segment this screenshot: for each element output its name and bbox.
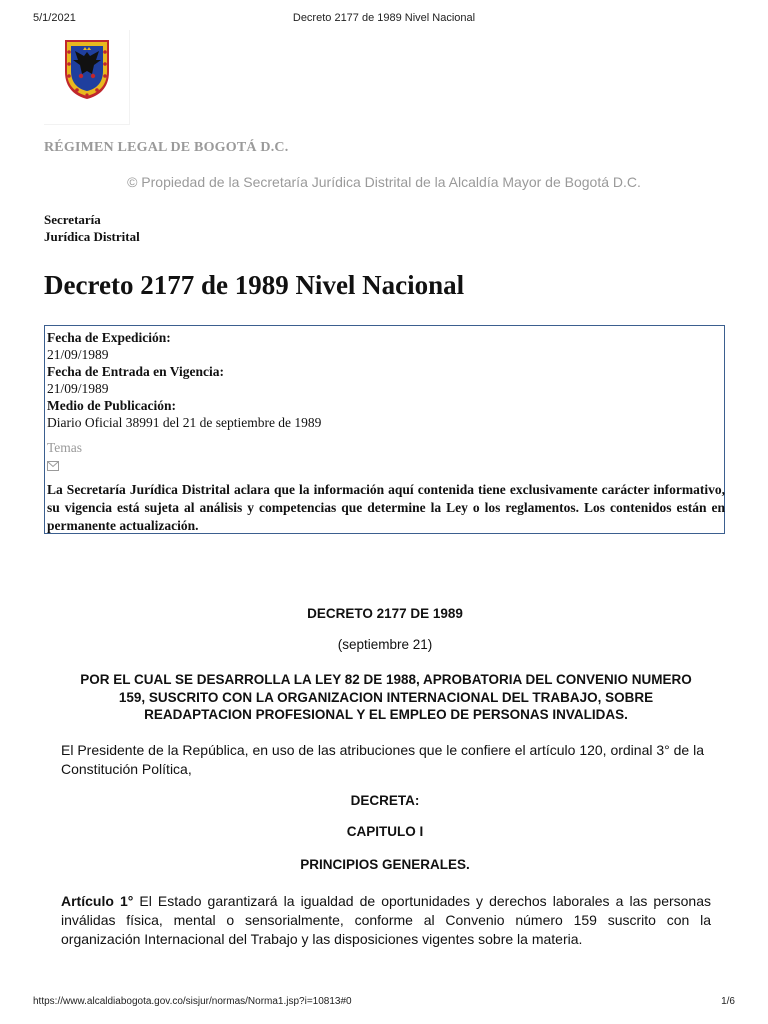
decree-date: (septiembre 21) (337, 637, 433, 652)
article-1-text: El Estado garantizará la igualdad de oportunidades y derechos laborales a las personas inválidas física, mental o sensorialmente, conforme al Convenio número 159 suscrito con la organización Internacional del Trabajo y las disposiciones vigentes sobre la materia. (61, 893, 712, 947)
fecha-expedicion-value: 21/09/1989 (47, 347, 109, 362)
decree-heading: DECRETO 2177 DE 1989 (307, 606, 463, 621)
print-url: https://www.alcaldiabogota.gov.co/sisjur/normas/Norma1.jsp?i=10813#0 (33, 996, 352, 1007)
preamble-paragraph: El Presidente de la República, en uso de las atribuciones que le confiere el artículo 120, ordinal 3° de la Constitución Política, (61, 742, 705, 777)
metadata-box (44, 325, 725, 534)
capitulo-heading: CAPITULO I (346, 824, 424, 839)
article-1-label: Artículo 1° (61, 893, 134, 909)
coat-of-arms-logo[interactable] (44, 30, 130, 125)
print-date: 5/1/2021 (33, 12, 76, 24)
print-title: Decreto 2177 de 1989 Nivel Nacional (292, 12, 476, 24)
decree-subject: POR EL CUAL SE DESARROLLA LA LEY 82 DE 1988, APROBATORIA DEL CONVENIO NUMERO 159, SUSCRITO CON LA ORGANIZACION INTERNACIONAL DEL TRABAJO, SOBRE READAPTACION PROFESIONAL Y EL EMPLEO DE PERSONAS INVALIDAS. (80, 672, 692, 722)
principios-heading: PRINCIPIOS GENERALES. (300, 857, 470, 872)
medio-publicacion-value: Diario Oficial 38991 del 21 de septiembre de 1989 (47, 415, 322, 430)
disclaimer-text: La Secretaría Jurídica Distrital aclara que la información aquí contenida tiene exclusivamente carácter informativo, su vigencia está sujeta al análisis y competencias que determine la Ley o los reglamentos. Los contenidos están en permanente actualización. (47, 482, 725, 533)
secretaria-line1: Secretaría (44, 212, 101, 227)
temas-link[interactable]: Temas (47, 440, 83, 455)
secretaria-line2: Jurídica Distrital (44, 229, 140, 244)
fecha-vigencia-value: 21/09/1989 (47, 381, 109, 396)
article-1-paragraph (61, 892, 711, 949)
copyright-notice: © Propiedad de la Secretaría Jurídica Distrital de la Alcaldía Mayor de Bogotá D.C. (127, 174, 641, 190)
crest-icon (63, 38, 111, 100)
medio-publicacion-label: Medio de Publicación: (47, 398, 176, 413)
page-title: Decreto 2177 de 1989 Nivel Nacional (44, 270, 465, 300)
decreta-heading: DECRETA: (350, 793, 420, 808)
regimen-legal-title: RÉGIMEN LEGAL DE BOGOTÁ D.C. (44, 140, 289, 155)
secretaria-label (44, 211, 140, 245)
print-page-number: 1/6 (721, 996, 735, 1007)
mail-icon[interactable] (47, 461, 59, 471)
fecha-expedicion-label: Fecha de Expedición: (47, 330, 171, 345)
fecha-vigencia-label: Fecha de Entrada en Vigencia: (47, 364, 224, 379)
